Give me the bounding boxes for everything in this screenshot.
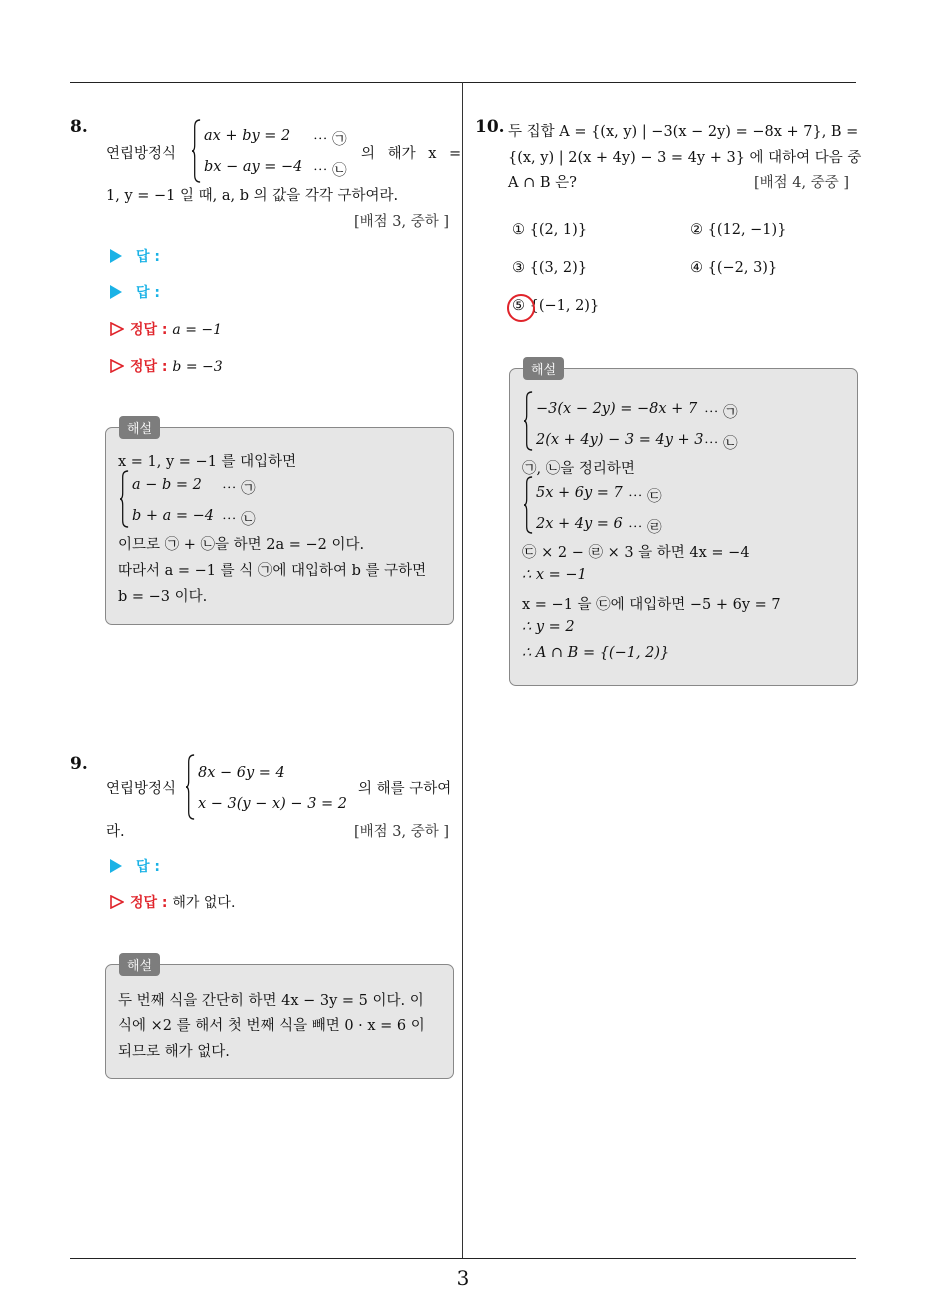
answer-label: 답 : <box>136 249 160 265</box>
q10-option-3[interactable]: ③ {(3, 2)} <box>512 260 588 276</box>
q9-explain-line-1: 두 번째 식을 간단히 하면 4x − 3y = 5 이다. 이 <box>118 993 424 1009</box>
q8-explain-line-2: 이므로 ㉠ + ㉡을 하면 2a = −2 이다. <box>118 537 365 553</box>
q10-explain-eq-3: 5x + 6y = 7 <box>536 485 623 501</box>
q9-answer-row <box>110 856 160 876</box>
q8-stem-line-2: 1, y = −1 일 때, a, b 의 값을 각각 구하여라. <box>106 188 399 204</box>
q9-stem-line-2: 라. <box>106 824 125 840</box>
q9-explanation-tag: 해설 <box>119 953 160 976</box>
q8-answer-row-2 <box>110 282 160 302</box>
correct-label: 정답 : <box>130 322 168 338</box>
q8-equation-1: ax + by = 2 <box>204 128 291 144</box>
question-8-number: 8. <box>70 117 88 137</box>
open-triangle-icon <box>110 359 124 373</box>
q8-equation-2: bx − ay = −4 <box>204 159 303 175</box>
q10-explain-brace-1 <box>524 391 533 451</box>
q9-lead: 연립방정식 <box>106 781 177 797</box>
q10-explain-eq-3-mark: ⋯ ㉢ <box>628 489 662 505</box>
q9-equation-2: x − 3(y − x) − 3 = 2 <box>198 796 348 812</box>
q9-explain-line-2: 식에 ×2 를 해서 첫 번째 식을 빼면 0 · x = 6 이 <box>118 1018 425 1034</box>
question-10-number: 10. <box>475 117 505 137</box>
open-triangle-icon <box>110 322 124 336</box>
q8-explain-eq-1-mark: ⋯ ㉠ <box>222 481 256 497</box>
q8-explain-line-4: b = −3 이다. <box>118 589 208 605</box>
page-number: 3 <box>456 1266 470 1290</box>
q10-stem-line-2: {(x, y) | 2(x + 4y) − 3 = 4y + 3} 에 대하여 다음 중 <box>508 150 862 166</box>
q8-explain-brace <box>120 470 129 528</box>
q8-correct-row-1 <box>110 319 222 339</box>
q8-score: [배점 3, 중하 ] <box>354 214 450 230</box>
q10-explain-line-4: x = −1 을 ㉢에 대입하면 −5 + 6y = 7 <box>522 597 781 613</box>
top-rule <box>70 82 856 83</box>
q9-correct-row <box>110 892 235 912</box>
q10-explain-eq-2: 2(x + 4y) − 3 = 4y + 3 <box>536 432 704 448</box>
q8-correct-answer-2: b = −3 <box>172 359 223 375</box>
q10-explanation-box <box>509 368 858 686</box>
question-9-number: 9. <box>70 754 88 774</box>
q8-system-brace <box>192 119 201 183</box>
open-triangle-icon <box>110 895 124 909</box>
q10-explain-eq-4: 2x + 4y = 6 <box>536 516 623 532</box>
q8-equation-2-mark: ⋯ ㉡ <box>313 163 347 179</box>
q8-explain-eq-2-mark: ⋯ ㉡ <box>222 512 256 528</box>
column-divider <box>462 82 463 1258</box>
q8-stem-trail: 의 해가 x = <box>361 146 462 162</box>
q10-explanation-tag: 해설 <box>523 357 564 380</box>
q8-explain-eq-2: b + a = −4 <box>132 508 215 524</box>
q9-score: [배점 3, 중하 ] <box>354 824 450 840</box>
q10-option-4[interactable]: ④ {(−2, 3)} <box>690 260 778 276</box>
q10-explain-eq-1-mark: ⋯ ㉠ <box>704 405 738 421</box>
play-triangle-icon <box>110 249 122 263</box>
q9-stem-trail: 의 해를 구하여 <box>358 781 452 797</box>
q10-explain-line-2: ㉢ × 2 − ㉣ × 3 을 하면 4x = −4 <box>522 545 750 561</box>
q10-explain-line-6: ∴ A ∩ B = {(−1, 2)} <box>522 645 670 661</box>
q10-stem-line-1: 두 집합 A = {(x, y) | −3(x − 2y) = −8x + 7}, B = <box>508 124 859 140</box>
q10-explain-eq-4-mark: ⋯ ㉣ <box>628 520 662 536</box>
play-triangle-icon <box>110 859 122 873</box>
q8-explanation-box <box>105 427 454 625</box>
q10-option-2[interactable]: ② {(12, −1)} <box>690 222 787 238</box>
q10-option-1[interactable]: ① {(2, 1)} <box>512 222 588 238</box>
q8-correct-answer-1: a = −1 <box>172 322 223 338</box>
q10-explain-eq-2-mark: ⋯ ㉡ <box>704 436 738 452</box>
answer-label: 답 : <box>136 859 160 875</box>
q9-equation-1: 8x − 6y = 4 <box>198 765 285 781</box>
correct-label: 정답 : <box>130 895 168 911</box>
bottom-rule <box>70 1258 856 1259</box>
q8-explain-line-1: x = 1, y = −1 를 대입하면 <box>118 454 297 470</box>
q9-system-brace <box>186 754 195 820</box>
q10-explain-brace-2 <box>524 476 533 534</box>
q10-stem-line-3: A ∩ B 은? <box>508 175 577 191</box>
play-triangle-icon <box>110 285 122 299</box>
q10-explain-eq-1: −3(x − 2y) = −8x + 7 <box>536 401 698 417</box>
correct-label: 정답 : <box>130 359 168 375</box>
q10-explain-line-1: ㉠, ㉡을 정리하면 <box>522 461 635 477</box>
q8-explanation-tag: 해설 <box>119 416 160 439</box>
q8-correct-row-2 <box>110 356 223 376</box>
q8-lead: 연립방정식 <box>106 146 177 162</box>
q9-correct-answer: 해가 없다. <box>172 895 236 911</box>
q10-option-5[interactable]: ⑤ {(−1, 2)} <box>512 298 600 314</box>
q10-explain-line-5: ∴ y = 2 <box>522 619 575 635</box>
q9-explanation-box <box>105 964 454 1079</box>
q8-answer-row-1 <box>110 246 160 266</box>
q8-explain-line-3: 따라서 a = −1 를 식 ㉠에 대입하여 b 를 구하면 <box>118 563 427 579</box>
q10-score: [배점 4, 중중 ] <box>754 175 850 191</box>
answer-label: 답 : <box>136 285 160 301</box>
q8-equation-1-mark: ⋯ ㉠ <box>313 132 347 148</box>
selected-answer-circle-icon <box>507 294 535 322</box>
q8-explain-eq-1: a − b = 2 <box>132 477 202 493</box>
q10-explain-line-3: ∴ x = −1 <box>522 567 587 583</box>
q9-explain-line-3: 되므로 해가 없다. <box>118 1044 230 1060</box>
